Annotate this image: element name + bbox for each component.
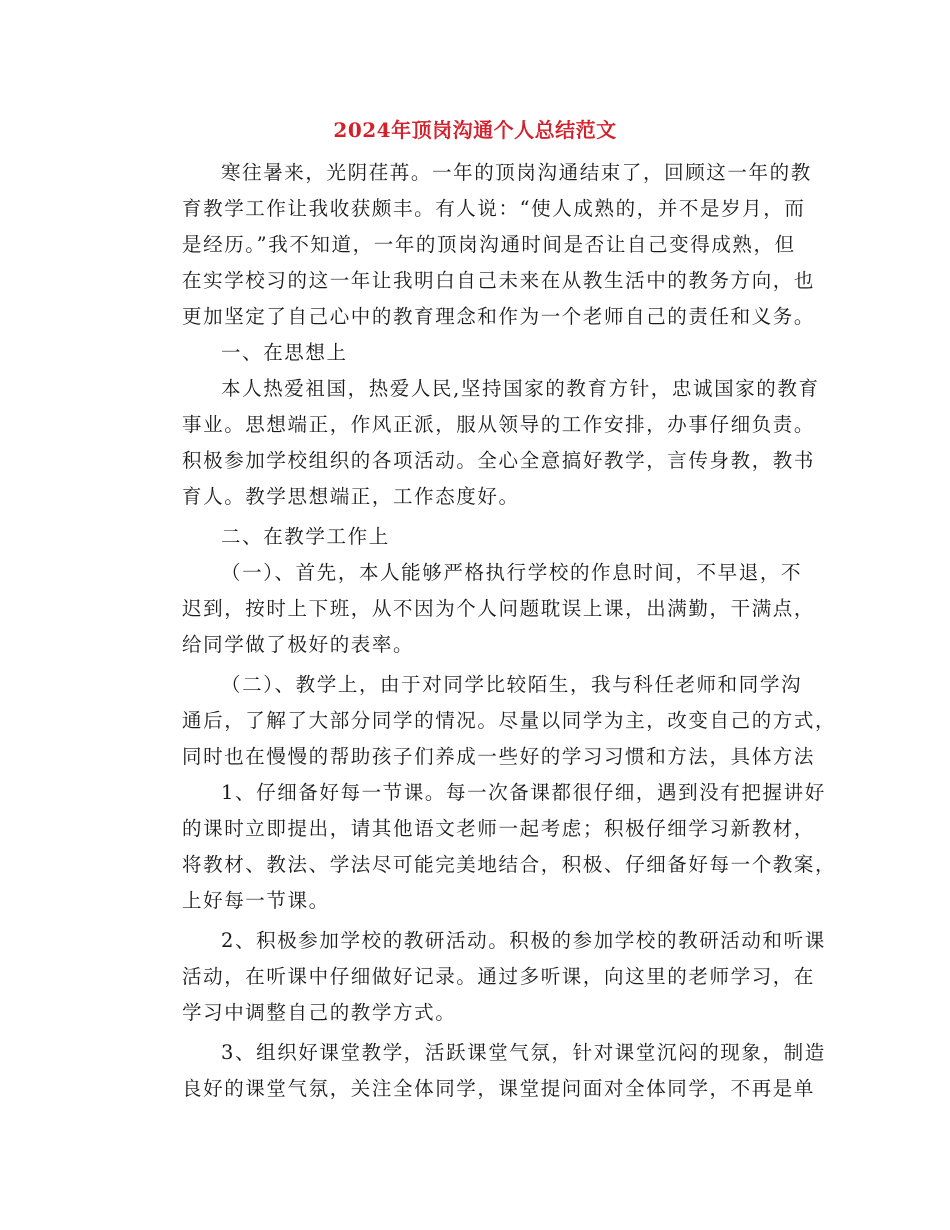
text-line: 在实学校习的这一年让我明白自己未来在从教生活中的教务方向，也 [182,269,816,292]
text-line: 本人热爱祖国，热爱人民,坚持国家的教育方针，忠诚国家的教育 [221,377,820,400]
text-line: 将教材、教法、学法尽可能完美地结合，积极、仔细备好每一个教案， [182,853,837,876]
section-heading [143,519,807,555]
text-line: 良好的课堂气氛，关注全体同学，课堂提问面对全体同学，不再是单 [182,1077,816,1100]
text-line: 事业。思想端正，作风正派，服从领导的工作安排，办事仔细负责。 [182,413,816,436]
text-line: 育人。教学思想端正，工作态度好。 [182,485,520,508]
text-line: （一）、首先，本人能够严格执行学校的作息时间，不早退，不 [221,561,803,584]
text-line: 学习中调整自己的教学方式。 [182,1001,457,1024]
text-line: 上好每一节课。 [182,889,330,912]
text-line: 给同学做了极好的表率。 [182,633,415,656]
text-line: 同时也在慢慢的帮助孩子们养成一些好的学习习惯和方法，具体方法 [182,745,816,768]
text-line: 1、仔细备好每一节课。每一次备课都很仔细，遇到没有把握讲好 [221,781,826,804]
text-line: 3、组织好课堂教学，活跃课堂气氛，针对课堂沉闷的现象，制造 [221,1041,826,1064]
text-line: 育教学工作让我收获颇丰。有人说：“使人成熟的，并不是岁月，而 [182,197,806,220]
section-heading [143,335,807,371]
text-line: 迟到，按时上下班，从不因为个人问题耽误上课，出满勤，干满点， [182,597,816,620]
text-line: 寒往暑来，光阴荏苒。一年的顶岗沟通结束了，回顾这一年的教 [221,161,812,184]
document-body [143,155,837,1107]
paragraph-thought [143,371,820,515]
text-line: 活动，在听课中仔细做好记录。通过多听课，向这里的老师学习，在 [182,965,816,988]
text-line: （二）、教学上，由于对同学比较陌生，我与科任老师和同学沟 [221,673,803,696]
text-line: 通后，了解了大部分同学的情况。尽量以同学为主，改变自己的方式， [182,709,837,732]
paragraph-item [143,555,816,663]
paragraph-item [143,775,837,919]
paragraph-item [143,667,837,775]
paragraph-item [143,1035,826,1107]
paragraph-intro [143,155,816,335]
text-line: 二、在教学工作上 [221,525,390,548]
text-line: 2、积极参加学校的教研活动。积极的参加学校的教研活动和听课 [221,929,826,952]
text-line: 一、在思想上 [221,341,348,364]
text-line: 积极参加学校组织的各项活动。全心全意搞好教学，言传身教，教书 [182,449,816,472]
text-line: 更加坚定了自己心中的教育理念和作为一个老师自己的责任和义务。 [182,305,816,328]
document-title: 2024年顶岗沟通个人总结范文 [333,118,617,142]
paragraph-item [143,923,826,1031]
text-line: 是经历。”我不知道，一年的顶岗沟通时间是否让自己变得成熟，但 [182,233,796,256]
text-line: 的课时立即提出，请其他语文老师一起考虑；积极仔细学习新教材， [182,817,816,840]
